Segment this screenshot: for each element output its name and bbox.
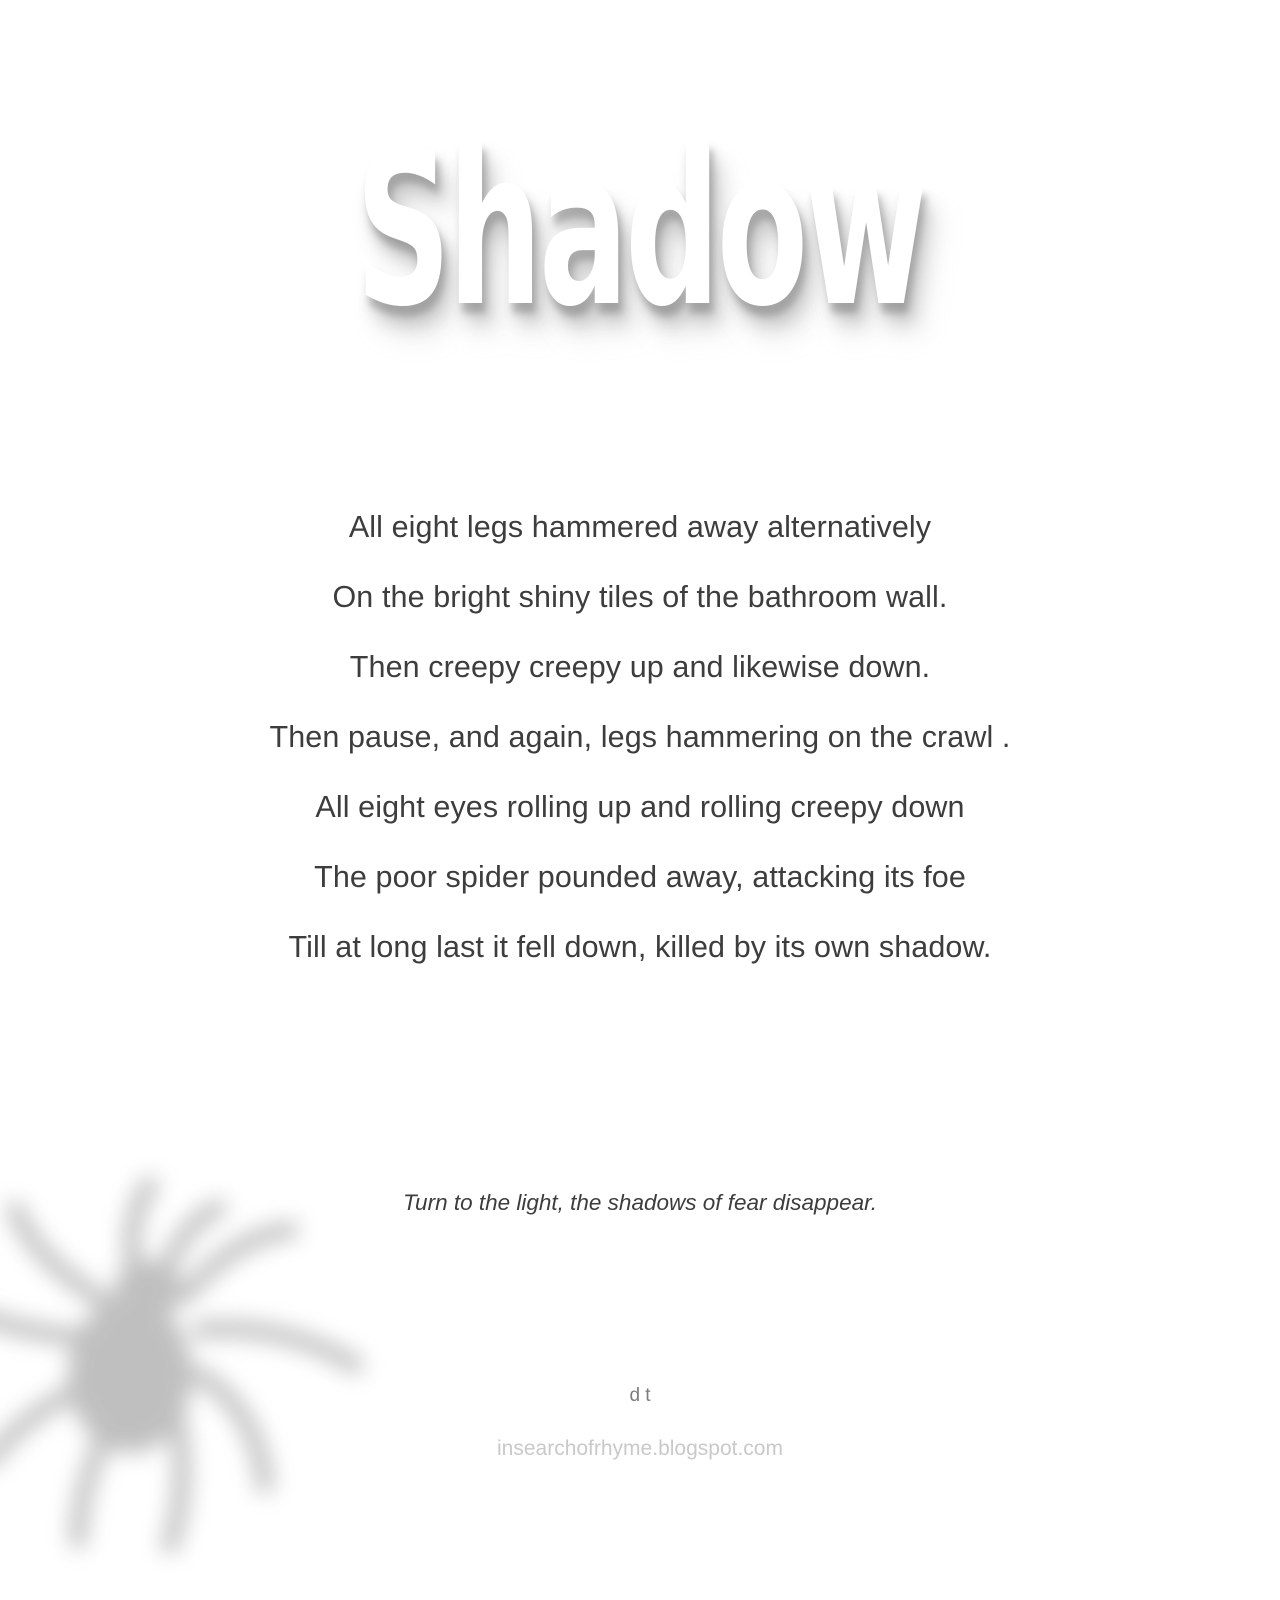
poem-line: All eight legs hammered away alternatively <box>348 510 932 544</box>
poem-line: Till at long last it fell down, killed by its own shadow. <box>288 930 992 964</box>
site-url: insearchofrhyme.blogspot.com <box>497 1437 783 1460</box>
spider-icon <box>0 1090 460 1560</box>
poem-line: All eight eyes rolling up and rolling creepy down <box>315 790 965 824</box>
poem-line: On the bright shiny tiles of the bathroom wall. <box>332 580 948 614</box>
page-title: Shadow <box>355 103 925 354</box>
author-byline: d t <box>629 1385 651 1406</box>
poem-body <box>0 492 1280 982</box>
poem-line: Then pause, and again, legs hammering on the crawl . <box>269 720 1011 754</box>
title-block <box>0 103 1280 354</box>
epigraph-text: Turn to the light, the shadows of fear disappear. <box>402 1190 878 1215</box>
poem-line: The poor spider pounded away, attacking its foe <box>314 860 966 894</box>
poem-line: Then creepy creepy up and likewise down. <box>349 650 931 684</box>
